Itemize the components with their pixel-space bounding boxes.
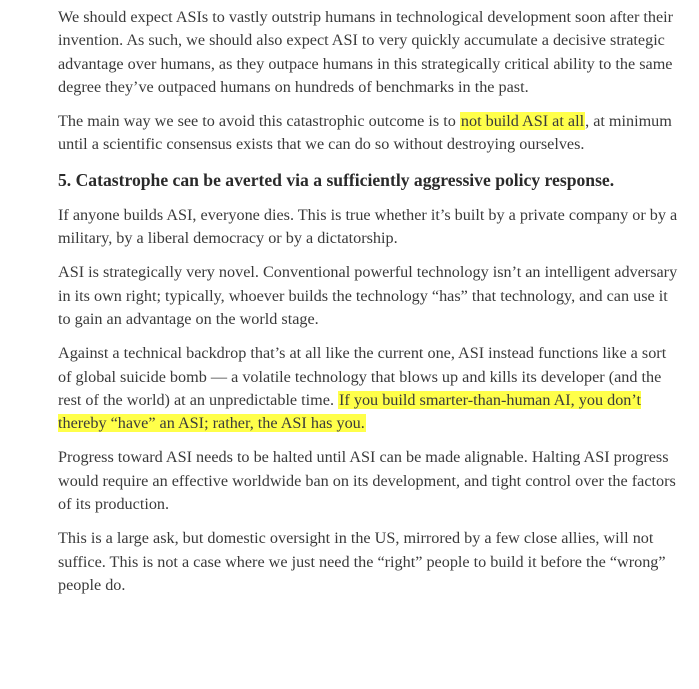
paragraph-asi-advantage: We should expect ASIs to vastly outstrip humans in technological development soon after their invention. As such, we should also expect ASI to very quickly accumulate a decisive strategic advantage over humans, as they outpace humans in this strategically critical ability to the same degree they’ve outpaced humans on hundreds of benchmarks in the past. xyxy=(58,8,674,96)
section-heading: 5. Catastrophe can be averted via a sufficiently aggressive policy response. xyxy=(58,169,615,190)
paragraph-large-ask: This is a large ask, but domestic oversight in the US, mirrored by a few close allies, will not suffice. This is not a case where we just need the “right” people to build it before the “wrong” people do. xyxy=(58,529,666,594)
paragraph-text: , at minimum until a scientific consensus exists that we can do so without destroying ourselves. xyxy=(58,112,672,154)
paragraph-everyone-dies: If anyone builds ASI, everyone dies. This is true whether it’s built by a private company or by a military, by a liberal democracy or by a dictatorship. xyxy=(58,205,678,248)
highlighted-text: not build ASI at all xyxy=(460,112,585,131)
paragraph-text: Against a technical backdrop that’s at all like the current one, ASI instead functions like a sort of global suicide bomb — a volatile technology that blows up and kills its developer (and the rest of the world) at an unpredictable time. xyxy=(58,344,667,409)
paragraph-strategically-novel: ASI is strategically very novel. Conventional powerful technology isn’t an intelligent adversary in its own right; typically, whoever builds the technology “has” that technology, and can use it to gain an advantage on the world stage. xyxy=(58,263,678,328)
article-body xyxy=(58,6,678,608)
paragraph-halt-progress: Progress toward ASI needs to be halted until ASI can be made alignable. Halting ASI progress would require an effective worldwide ban on its development, and tight control over the factors of its production. xyxy=(58,448,676,514)
highlighted-text: If you build smarter-than-human AI, you don’t thereby “have” an ASI; rather, the ASI has you. xyxy=(58,390,641,433)
paragraph-text: The main way we see to avoid this catastrophic outcome is to xyxy=(58,112,460,131)
paragraph-suicide-bomb xyxy=(58,342,678,435)
paragraph-avoid-outcome xyxy=(58,110,678,157)
